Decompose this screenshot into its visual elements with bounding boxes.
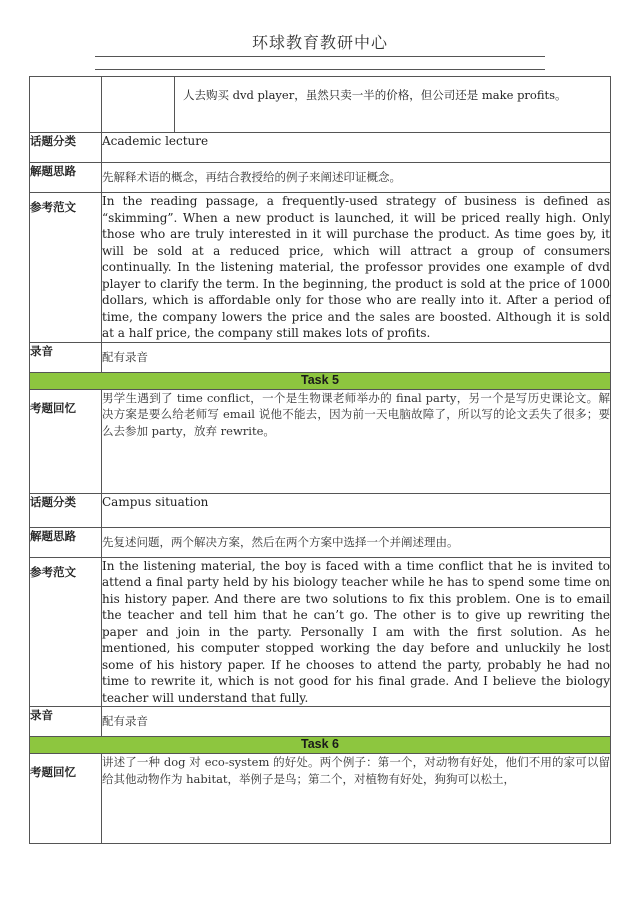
recall-value: 男学生遇到了 time conflict，一个是生物课老师举办的 final party，另一个是写历史课论文。解决方案是要么给老师写 email 说他不能去，因为前一天电脑故障了，所以写的论文丢失了很多；要么去参加 party，放弃 rewrite。	[102, 389, 611, 493]
task-header-row	[30, 737, 611, 754]
approach-value: 先解释术语的概念，再结合教授给的例子来阐述印证概念。	[102, 163, 611, 193]
table-row	[30, 163, 611, 193]
table-row	[30, 707, 611, 737]
question-table	[29, 76, 611, 844]
table-row	[30, 389, 611, 493]
header-rule-top	[95, 56, 545, 57]
row-label: 话题分类	[30, 493, 102, 527]
row-label: 考题回忆	[30, 389, 102, 493]
table-row	[30, 527, 611, 557]
row-label: 考题回忆	[30, 754, 102, 844]
task-title: Task 6	[30, 737, 611, 754]
row-label: 话题分类	[30, 133, 102, 163]
row-label: 录音	[30, 707, 102, 737]
row-label: 参考范文	[30, 193, 102, 343]
task-header-row	[30, 372, 611, 389]
row-content	[102, 77, 611, 133]
audio-value: 配有录音	[102, 342, 611, 372]
topic-value: Academic lecture	[102, 133, 611, 163]
row-label: 解题思路	[30, 527, 102, 557]
row-label: 参考范文	[30, 557, 102, 707]
sample-essay: In the reading passage, a frequently-used strategy of business is defined as “skimming”. When a new product is launched, it will be priced really high. Only those who are truly interested in it will purchase the product. As time goes by, it will be sold at a reduced price, which will attract a group of consumers continually. In the listening material, the professor provides one example of dvd player to clarify the term. In the beginning, the product is sold at the price of 1000 dollars, which is affordable only for those who are really into it. After a period of time, the company lowers the price and the sales are boosted. Although it is sold at a half price, the company still makes lots of profits.	[102, 194, 610, 340]
row-label: 录音	[30, 342, 102, 372]
topic-value: Campus situation	[102, 493, 611, 527]
task-title: Task 5	[30, 372, 611, 389]
recall-value: 讲述了一种 dog 对 eco-system 的好处。两个例子：第一个，对动物有好处，他们不用的家可以留给其他动物作为 habitat，举例子是鸟；第二个，对植物有好处，狗狗可以松土，	[102, 754, 611, 844]
table-row	[30, 193, 611, 343]
table-row	[30, 133, 611, 163]
audio-value: 配有录音	[102, 707, 611, 737]
fragment-text: 人去购买 dvd player，虽然只卖一半的价格，但公司还是 make profits。	[183, 88, 567, 102]
row-label	[30, 77, 102, 133]
table-row	[30, 493, 611, 527]
approach-value: 先复述问题，两个解决方案，然后在两个方案中选择一个并阐述理由。	[102, 527, 611, 557]
table-row	[30, 754, 611, 844]
sample-essay: In the listening material, the boy is faced with a time conflict that he is invited to attend a final party held by his biology teacher while he has to spend some time on his history paper. And there are two solutions to fix this problem. One is to email the teacher and tell him that he can’t go. The other is to give up rewriting the paper and join in the party. Personally I am with the first solution. As he mentioned, his computer stopped working the day before and unluckily he lost some of his history paper. If he chooses to attend the party, probably he had no time to rewrite it, which is not good for his final grade. And I believe the biology teacher will understand that fully.	[102, 558, 610, 705]
header-title: 环球教育教研中心	[251, 33, 388, 52]
row-label: 解题思路	[30, 163, 102, 193]
table-row	[30, 342, 611, 372]
table-row	[30, 557, 611, 707]
header-rule-bottom	[95, 69, 545, 70]
table-row	[30, 77, 611, 133]
